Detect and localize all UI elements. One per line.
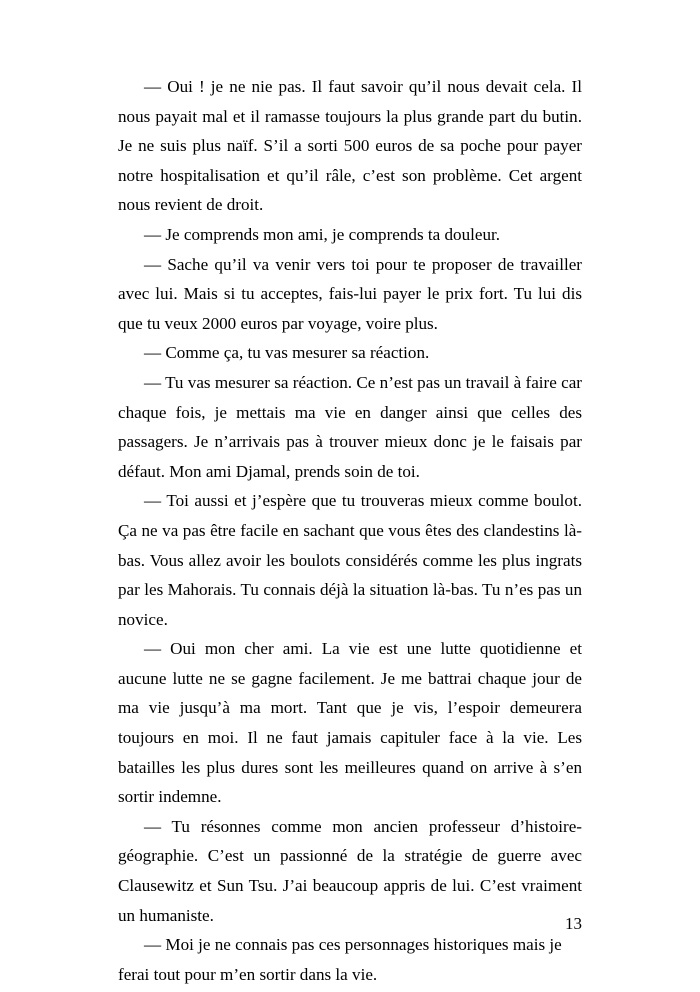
page-number: 13: [565, 914, 582, 933]
paragraph: — Je comprends mon ami, je comprends ta douleur.: [144, 224, 501, 244]
paragraph: — Oui ! je ne nie pas. Il faut savoir qu’il nous devait cela. Il nous payait mal et il ramasse toujours la plus grande part du butin. Je ne suis plus naïf. S’il a sorti 500 euros de sa poche pour payer notre hospitalisation et qu’il râle, c’est son problème. Cet argent nous revient de droit.: [118, 77, 582, 215]
paragraph: — Toi aussi et j’espère que tu trouveras mieux comme boulot. Ça ne va pas être facile en sachant que vous êtes des clandestins là-bas. Vous allez avoir les boulots considérés comme les plus ingrats par les Mahorais. Tu connais déjà la situation là-bas. Tu n’es pas un novice.: [118, 491, 582, 629]
paragraph: — Tu résonnes comme mon ancien professeur d’histoire-géographie. C’est un passionné de la stratégie de guerre avec Clausewitz et Sun Tsu. J’ai beaucoup appris de lui. C’est vraiment un humaniste.: [118, 816, 582, 925]
paragraph: — Tu vas mesurer sa réaction. Ce n’est pas un travail à faire car chaque fois, je mettais ma vie en danger ainsi que celles des passagers. Je n’arrivais pas à trouver mieux donc je le faisais par défaut. Mon ami Djamal, prends soin de toi.: [118, 372, 582, 481]
paragraph: — Moi je ne connais pas ces personnages historiques mais je ferai tout pour m’en sortir dans la vie.: [118, 935, 562, 984]
paragraph: — Comme ça, tu vas mesurer sa réaction.: [144, 343, 430, 363]
paragraph: — Sache qu’il va venir vers toi pour te proposer de travailler avec lui. Mais si tu acceptes, fais-lui payer le prix fort. Tu lui dis que tu veux 2000 euros par voyage, voire plus.: [118, 254, 582, 333]
body-text: [118, 72, 582, 989]
paragraph: — Oui mon cher ami. La vie est une lutte quotidienne et aucune lutte ne se gagne facilement. Je me battrai chaque jour de ma vie jusqu’à ma mort. Tant que je vis, l’espoir demeurera toujours en moi. Il ne faut jamais capituler face à la vie. Les batailles les plus dures sont les meilleures quand on arrive à s’en sortir indemne.: [118, 639, 582, 807]
